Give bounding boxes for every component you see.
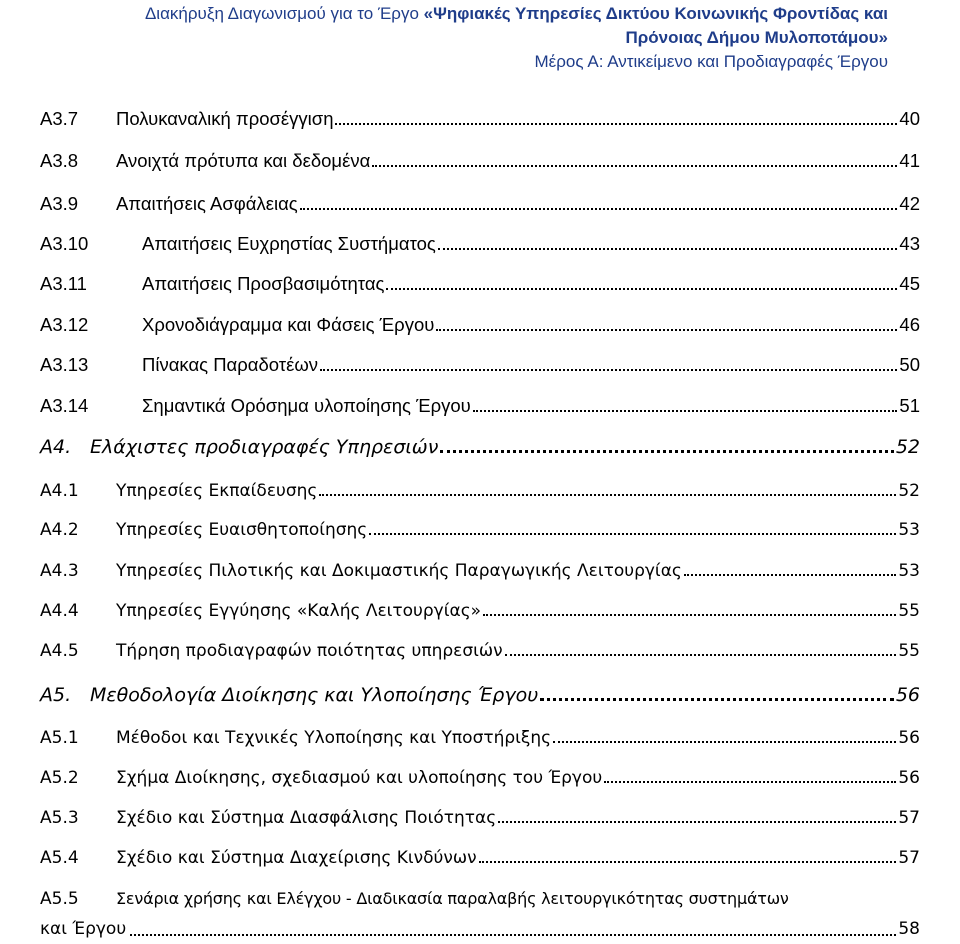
toc-leader	[320, 369, 897, 371]
toc-number: Α3.14	[40, 395, 89, 416]
toc-number: Α3.10	[40, 233, 89, 254]
toc-entry[interactable]	[40, 481, 920, 501]
toc-leader	[369, 533, 896, 535]
header-line-1: Διακήρυξη Διαγωνισμού για το Έργο «Ψηφιακές Υπηρεσίες Δικτύου Κοινωνικής Φροντίδας και	[144, 4, 888, 23]
toc-entry[interactable]	[40, 641, 920, 661]
toc-number: Α3.13	[40, 354, 89, 375]
toc-entry[interactable]	[40, 395, 920, 417]
toc-leader	[553, 741, 896, 743]
toc-entry[interactable]	[40, 520, 920, 540]
toc-number: Α3.8	[40, 150, 79, 171]
toc-entry[interactable]	[40, 884, 920, 944]
toc-leader	[300, 208, 898, 210]
toc-label: Σημαντικά Ορόσημα υλοποίησης Έργου	[142, 395, 471, 416]
toc-label: Ανοιχτά πρότυπα και δεδομένα	[116, 150, 371, 171]
toc-leader	[505, 654, 897, 656]
header-line-2: Πρόνοιας Δήμου Μυλοποτάμου»	[625, 28, 888, 47]
toc-entry[interactable]	[40, 233, 920, 255]
toc-entry[interactable]	[40, 728, 920, 748]
toc-page: 51	[899, 395, 920, 416]
toc-label: Μεθοδολογία Διοίκησης και Υλοποίησης Έργου	[90, 684, 539, 706]
toc-page: 52	[895, 436, 920, 458]
toc-page: 56	[898, 768, 920, 788]
toc-number: Α5.	[40, 684, 72, 706]
toc-page: 53	[898, 520, 920, 540]
toc-page: 53	[898, 561, 920, 581]
toc-page: 50	[899, 354, 920, 375]
toc-number: Α3.9	[40, 193, 79, 214]
toc-page: 55	[898, 641, 920, 661]
toc-label: Πολυκαναλική προσέγγιση	[116, 108, 334, 129]
toc-leader	[335, 123, 897, 125]
toc-label: Σενάρια χρήσης και Ελέγχου - Διαδικασία παραλαβής λειτουργικότητας συστημάτων	[116, 889, 789, 908]
toc-entry[interactable]	[40, 193, 920, 215]
toc-page: 41	[899, 150, 920, 171]
toc-leader	[473, 410, 898, 412]
toc-label: Χρονοδιάγραμμα και Φάσεις Έργου	[142, 314, 435, 335]
toc-number: Α4.2	[40, 520, 79, 540]
toc-page: 56	[895, 684, 920, 706]
toc-leader	[386, 288, 897, 290]
toc-leader	[540, 698, 894, 701]
toc-section-entry[interactable]	[40, 684, 920, 706]
toc-number: Α5.3	[40, 808, 79, 828]
toc-leader	[372, 165, 897, 167]
toc-label: Υπηρεσίες Εγγύησης «Καλής Λειτουργίας»	[116, 601, 482, 621]
toc-number: Α3.7	[40, 108, 79, 129]
toc-number: Α4.5	[40, 641, 79, 661]
toc-number: Α3.11	[40, 273, 87, 294]
toc-leader	[604, 781, 896, 783]
toc-page: 42	[899, 193, 920, 214]
toc-page: 55	[898, 601, 920, 621]
toc-page: 52	[898, 481, 920, 501]
toc-label: Σχέδιο και Σύστημα Διασφάλισης Ποιότητας	[116, 808, 497, 828]
toc-number: Α4.1	[40, 481, 79, 501]
toc-label: Μέθοδοι και Τεχνικές Υλοποίησης και Υποστήριξης	[116, 728, 552, 748]
toc-entry[interactable]	[40, 273, 920, 295]
toc-label: Υπηρεσίες Εκπαίδευσης	[116, 481, 318, 501]
toc-leader	[438, 248, 898, 250]
toc-page: 57	[898, 848, 920, 868]
toc-label: Ελάχιστες προδιαγραφές Υπηρεσιών	[90, 436, 439, 458]
toc-page: 43	[899, 233, 920, 254]
toc-number: Α5.1	[40, 728, 79, 748]
toc-leader	[684, 574, 896, 576]
toc-entry[interactable]	[40, 150, 920, 172]
toc-page: 56	[898, 728, 920, 748]
toc-label: Απαιτήσεις Προσβασιμότητας	[142, 273, 385, 294]
toc-leader	[319, 494, 896, 496]
toc-page: 46	[899, 314, 920, 335]
toc-page: 58	[898, 919, 920, 939]
toc-leader	[440, 450, 893, 453]
header-line-3: Μέρος Α: Αντικείμενο και Προδιαγραφές Έργου	[534, 52, 888, 71]
toc-page: 45	[899, 273, 920, 294]
toc-page: 57	[898, 808, 920, 828]
toc-number: Α4.3	[40, 561, 79, 581]
toc-label: Σχέδιο και Σύστημα Διαχείρισης Κινδύνων	[116, 848, 477, 868]
toc-entry[interactable]	[40, 808, 920, 828]
toc-entry[interactable]	[40, 108, 920, 130]
toc-entry[interactable]	[40, 561, 920, 581]
toc-entry[interactable]	[40, 314, 920, 336]
toc-entry[interactable]	[40, 601, 920, 621]
toc-page: 40	[899, 108, 920, 129]
toc-leader	[483, 614, 896, 616]
toc-number: Α5.4	[40, 848, 79, 868]
toc-leader	[479, 861, 897, 863]
toc-number: Α3.12	[40, 314, 89, 335]
toc-entry[interactable]	[40, 354, 920, 376]
toc-label: Υπηρεσίες Πιλοτικής και Δοκιμαστικής Παραγωγικής Λειτουργίας	[116, 561, 682, 581]
toc-number: Α4.	[40, 436, 72, 458]
toc-label-continued: και Έργου	[40, 919, 127, 939]
toc-label: Σχήμα Διοίκησης, σχεδιασμού και υλοποίησης του Έργου	[116, 768, 603, 788]
toc-label: Απαιτήσεις Ασφάλειας	[116, 193, 298, 214]
toc-entry[interactable]	[40, 768, 920, 788]
toc-section-entry[interactable]	[40, 436, 920, 458]
toc-number: Α4.4	[40, 601, 79, 621]
toc-entry[interactable]	[40, 848, 920, 868]
toc-label: Υπηρεσίες Ευαισθητοποίησης	[116, 520, 368, 540]
toc-leader	[436, 329, 897, 331]
toc-number: Α5.5	[40, 889, 79, 909]
toc-number: Α5.2	[40, 768, 79, 788]
toc-label: Απαιτήσεις Ευχρηστίας Συστήματος	[142, 233, 436, 254]
toc-label: Τήρηση προδιαγραφών ποιότητας υπηρεσιών	[116, 641, 503, 661]
toc-leader	[498, 821, 896, 823]
toc-leader	[130, 934, 896, 936]
toc-label: Πίνακας Παραδοτέων	[142, 354, 319, 375]
